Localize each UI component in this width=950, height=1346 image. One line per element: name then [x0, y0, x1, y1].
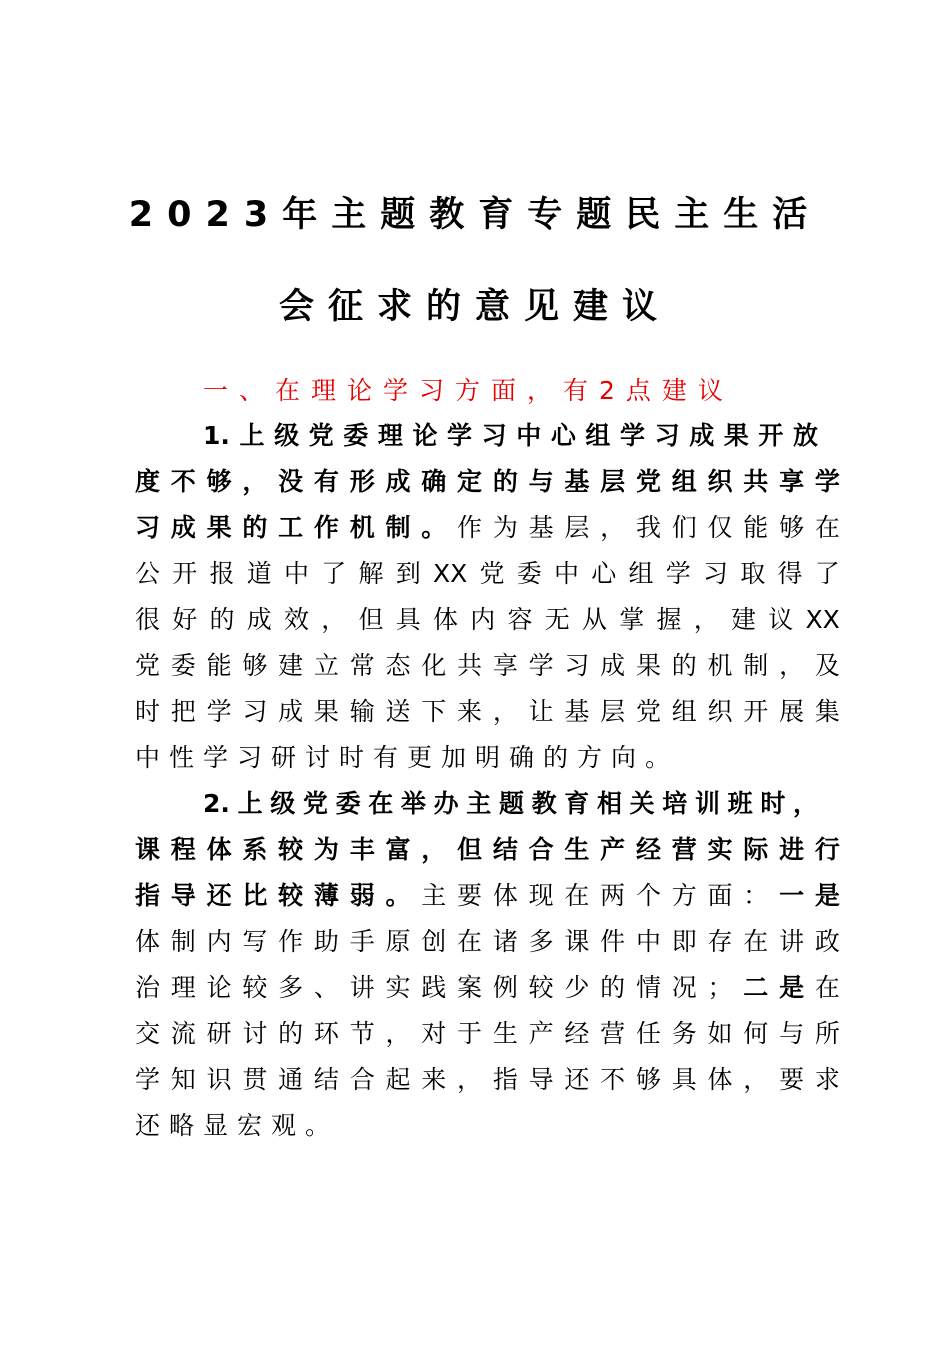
text: 面 [707, 881, 733, 910]
bold-text: 党 [635, 467, 661, 496]
bold-text: 丰 [349, 835, 375, 864]
bold-text: 时 [760, 789, 786, 818]
text: 少 [564, 973, 590, 1002]
bold-text: 是 [814, 881, 840, 910]
text: 手 [349, 927, 375, 956]
text: 从 [582, 605, 608, 634]
text: 节 [349, 1019, 375, 1048]
text: 还 [564, 1065, 590, 1094]
text: 现 [528, 881, 554, 910]
text: 下 [421, 697, 447, 726]
bold-text: 培 [662, 789, 688, 818]
bold-text: 。 [385, 881, 411, 910]
text: 制 [170, 927, 196, 956]
text: 果 [313, 697, 339, 726]
text: 践 [421, 973, 447, 1002]
text: 成 [246, 605, 272, 634]
bold-text: 委 [335, 789, 361, 818]
bold-text: 不 [170, 467, 196, 496]
text: 享 [492, 651, 518, 680]
bold-text: 习 [481, 421, 507, 450]
text: 常 [349, 651, 375, 680]
bold-text: 成 [689, 421, 715, 450]
bold-text: 导 [170, 881, 196, 910]
bold-text: 关 [629, 789, 655, 818]
text: 在 [564, 881, 590, 910]
bold-text: 上 [239, 421, 265, 450]
text: 中性学习研讨时有更加明确的方向。 [135, 743, 680, 772]
bold-text: 作 [313, 513, 339, 542]
text: 内 [206, 927, 232, 956]
text: ， [321, 605, 347, 634]
text: 方 [671, 881, 697, 910]
text: 建 [278, 651, 304, 680]
bold-text: ， [792, 789, 818, 818]
text: 结 [313, 1065, 339, 1094]
bold-text: 党 [302, 789, 328, 818]
text: 的 [671, 651, 697, 680]
bold-text: 主 [466, 789, 492, 818]
bold-text: 比 [242, 881, 268, 910]
body-line [135, 694, 840, 730]
bold-text: 生 [564, 835, 590, 864]
text: 集 [814, 697, 840, 726]
document-title-line-2: 会征求的意见建议 [278, 287, 671, 327]
text: 习 [242, 697, 268, 726]
text: 讲 [349, 973, 375, 1002]
bold-text: 但 [457, 835, 483, 864]
text: 存 [707, 927, 733, 956]
text: 体 [707, 1065, 733, 1094]
text: 治 [135, 973, 161, 1002]
body-line [135, 556, 840, 592]
text: 助 [313, 927, 339, 956]
bold-text: 确 [421, 467, 447, 496]
text: 们 [671, 513, 697, 542]
bold-text: 题 [498, 789, 524, 818]
bold-text: 形 [349, 467, 375, 496]
text: 党 [479, 559, 505, 588]
bold-text: 系 [242, 835, 268, 864]
text: 够 [779, 513, 805, 542]
text: 心 [591, 559, 617, 588]
bold-text: 营 [671, 835, 697, 864]
text: 层 [564, 513, 590, 542]
text: 很 [135, 605, 161, 634]
text: 得 [777, 559, 803, 588]
bold-text: 与 [528, 467, 554, 496]
bold-text: 际 [743, 835, 769, 864]
text: 但 [358, 605, 384, 634]
text: 在 [457, 927, 483, 956]
text: 让 [528, 697, 554, 726]
body-line [135, 1016, 840, 1052]
text: 成 [278, 697, 304, 726]
bold-text: 够 [206, 467, 232, 496]
bold-text: 开 [758, 421, 784, 450]
bold-text: 成 [170, 513, 196, 542]
bold-text: 相 [596, 789, 622, 818]
text: 仅 [707, 513, 733, 542]
bold-text: 班 [727, 789, 753, 818]
text: 任 [635, 1019, 661, 1048]
text: 建 [731, 605, 757, 634]
bold-text: 的 [492, 467, 518, 496]
text: XX [433, 559, 468, 588]
text: ： [743, 881, 769, 910]
bold-text: 层 [600, 467, 626, 496]
bold-text: 进 [779, 835, 805, 864]
text: 立 [313, 651, 339, 680]
bold-text: 训 [694, 789, 720, 818]
text: 理 [170, 973, 196, 1002]
bold-text: 有 [313, 467, 339, 496]
text: 中 [635, 927, 661, 956]
bold-text: 级 [270, 789, 296, 818]
text: 织 [707, 697, 733, 726]
text: XX [805, 605, 840, 634]
text: 体 [492, 881, 518, 910]
bold-text: 理 [377, 421, 403, 450]
text: 在 [814, 973, 840, 1002]
body-line [135, 832, 840, 868]
text: 件 [600, 927, 626, 956]
text: 的 [209, 605, 235, 634]
text: 讲 [779, 927, 805, 956]
text: 层 [600, 697, 626, 726]
text: 组 [671, 697, 697, 726]
text: ， [743, 1065, 769, 1094]
bold-text: ， [242, 467, 268, 496]
bold-text: 育 [564, 789, 590, 818]
bold-text: 组 [671, 467, 697, 496]
text: 开 [172, 559, 198, 588]
bold-text: 还 [206, 881, 232, 910]
text: 到 [395, 559, 421, 588]
text: 来 [421, 1065, 447, 1094]
text: 习 [703, 559, 729, 588]
body-line [135, 648, 840, 684]
text: 起 [385, 1065, 411, 1094]
text: 容 [507, 605, 533, 634]
text: 要 [779, 1065, 805, 1094]
text: 生 [492, 1019, 518, 1048]
text: 情 [635, 973, 661, 1002]
bold-text: 课 [135, 835, 161, 864]
text: 于 [457, 1019, 483, 1048]
text: 学 [665, 559, 691, 588]
text: 求 [814, 1065, 840, 1094]
text: 道 [246, 559, 272, 588]
text: 议 [768, 605, 794, 634]
text: 况 [671, 973, 697, 1002]
text: 为 [492, 513, 518, 542]
bold-text: 学 [620, 421, 646, 450]
text: 通 [278, 1065, 304, 1094]
body-line [135, 924, 840, 960]
bold-text: 共 [743, 467, 769, 496]
text: 产 [528, 1019, 554, 1048]
text: 诸 [492, 927, 518, 956]
text: 何 [743, 1019, 769, 1048]
text: 掌 [619, 605, 645, 634]
text: 把 [170, 697, 196, 726]
bold-text: 1. [203, 421, 230, 450]
document-title-line-1: 2023年主题教育专题民主生活 [128, 195, 822, 235]
bold-text: 经 [635, 835, 661, 864]
text: 无 [544, 605, 570, 634]
bold-text: 2. [203, 789, 230, 818]
body-line [135, 602, 840, 638]
bold-text: 习 [654, 421, 680, 450]
text: 取 [740, 559, 766, 588]
text: 创 [421, 927, 447, 956]
bold-text: 一 [779, 881, 805, 910]
text: 经 [564, 1019, 590, 1048]
text: 公 [135, 559, 161, 588]
text: 在 [743, 927, 769, 956]
bold-text: 。 [421, 513, 447, 542]
text: 解 [358, 559, 384, 588]
text: 的 [278, 1019, 304, 1048]
bold-text: 结 [492, 835, 518, 864]
text: 实 [385, 973, 411, 1002]
text: 识 [206, 1065, 232, 1094]
bold-text: 织 [707, 467, 733, 496]
text: 机 [707, 651, 733, 680]
text: 如 [707, 1019, 733, 1048]
text: 态 [385, 651, 411, 680]
bold-text: 在 [368, 789, 394, 818]
bold-text: 果 [723, 421, 749, 450]
text: 例 [492, 973, 518, 1002]
body-line [135, 970, 840, 1006]
bold-text: 程 [170, 835, 196, 864]
bold-text: 中 [516, 421, 542, 450]
bold-text: 较 [278, 835, 304, 864]
text: ， [779, 651, 805, 680]
bold-text: 定 [457, 467, 483, 496]
body-line [135, 510, 840, 546]
text: 政 [814, 927, 840, 956]
bold-text: 是 [779, 973, 805, 1002]
text: 组 [628, 559, 654, 588]
bold-text: 产 [600, 835, 626, 864]
text: 写 [242, 927, 268, 956]
text: 较 [528, 973, 554, 1002]
bold-text: 教 [531, 789, 557, 818]
bold-text: 举 [400, 789, 426, 818]
text: 我 [635, 513, 661, 542]
text: 学 [135, 1065, 161, 1094]
text: 要 [457, 881, 483, 910]
text: 基 [564, 697, 590, 726]
section-heading: 一、在理论学习方面，有2点建议 [203, 376, 734, 405]
bold-text: 为 [313, 835, 339, 864]
text: ， [693, 605, 719, 634]
text: 流 [170, 1019, 196, 1048]
text: 好 [172, 605, 198, 634]
text: 合 [349, 1065, 375, 1094]
text: 务 [671, 1019, 697, 1048]
bold-text: 组 [585, 421, 611, 450]
bold-text: 果 [206, 513, 232, 542]
text: 党 [135, 651, 161, 680]
text: 委 [170, 651, 196, 680]
bold-text: 基 [564, 467, 590, 496]
text: 多 [528, 927, 554, 956]
bold-text: 实 [707, 835, 733, 864]
text: 具 [671, 1065, 697, 1094]
text: 中 [554, 559, 580, 588]
text: 交 [135, 1019, 161, 1048]
text: 中 [284, 559, 310, 588]
text: 握 [656, 605, 682, 634]
body-line [135, 1062, 840, 1098]
bold-text: 委 [343, 421, 369, 450]
bold-text: 学 [814, 467, 840, 496]
text: 能 [206, 651, 232, 680]
text: 原 [385, 927, 411, 956]
text: ， [600, 513, 626, 542]
bold-text: 心 [550, 421, 576, 450]
body-line [135, 878, 840, 914]
text: 开 [743, 697, 769, 726]
text: ， [492, 697, 518, 726]
text: 论 [206, 973, 232, 1002]
text: 习 [564, 651, 590, 680]
text: 、 [313, 973, 339, 1002]
text: 环 [313, 1019, 339, 1048]
text: 贯 [242, 1065, 268, 1094]
text: 营 [600, 1019, 626, 1048]
text: 两 [600, 881, 626, 910]
text: 及 [814, 651, 840, 680]
text: 化 [421, 651, 447, 680]
text: 够 [635, 1065, 661, 1094]
text: 制 [743, 651, 769, 680]
text: 成 [600, 651, 626, 680]
text: 个 [635, 881, 661, 910]
text: 讨 [242, 1019, 268, 1048]
text: 即 [671, 927, 697, 956]
text: 够 [242, 651, 268, 680]
text: 课 [564, 927, 590, 956]
body-line [203, 418, 818, 454]
text: 输 [349, 697, 375, 726]
text: 与 [779, 1019, 805, 1048]
bold-text: 度 [135, 467, 161, 496]
text: 不 [600, 1065, 626, 1094]
text: 果 [635, 651, 661, 680]
bold-text: 二 [743, 973, 769, 1002]
text: 送 [385, 697, 411, 726]
text: 委 [516, 559, 542, 588]
bold-text: 体 [206, 835, 232, 864]
text: 案 [457, 973, 483, 1002]
bold-text: ， [421, 835, 447, 864]
bold-text: 级 [274, 421, 300, 450]
text: 的 [600, 973, 626, 1002]
text: 了 [321, 559, 347, 588]
bold-text: 放 [792, 421, 818, 450]
bold-text: 较 [278, 881, 304, 910]
text: 对 [421, 1019, 447, 1048]
text: 知 [170, 1065, 196, 1094]
text: 主 [421, 881, 447, 910]
bold-text: 没 [278, 467, 304, 496]
bold-text: 成 [385, 467, 411, 496]
bold-text: 党 [308, 421, 334, 450]
bold-text: 学 [447, 421, 473, 450]
bold-text: 办 [433, 789, 459, 818]
bold-text: 机 [349, 513, 375, 542]
text: 能 [743, 513, 769, 542]
text: 来 [457, 697, 483, 726]
text: ， [457, 1065, 483, 1094]
text: 作 [278, 927, 304, 956]
text: 体 [433, 605, 459, 634]
text: 研 [206, 1019, 232, 1048]
text: 学 [206, 697, 232, 726]
text: 学 [528, 651, 554, 680]
bold-text: 指 [135, 881, 161, 910]
text: 还略显宏观。 [135, 1111, 340, 1140]
text: 指 [492, 1065, 518, 1094]
bold-text: 制 [385, 513, 411, 542]
text: 效 [284, 605, 310, 634]
body-line [135, 1108, 840, 1144]
body-line [135, 464, 840, 500]
text: 较 [242, 973, 268, 1002]
text: 报 [209, 559, 235, 588]
text: 体 [135, 927, 161, 956]
text: 了 [814, 559, 840, 588]
text: 导 [528, 1065, 554, 1094]
bold-text: 富 [385, 835, 411, 864]
text: 党 [635, 697, 661, 726]
body-line [135, 740, 840, 776]
text: 作 [457, 513, 483, 542]
text: ； [707, 973, 733, 1002]
bold-text: 行 [814, 835, 840, 864]
text: 基 [528, 513, 554, 542]
bold-text: 的 [242, 513, 268, 542]
text: 所 [814, 1019, 840, 1048]
text: ， [385, 1019, 411, 1048]
text: 内 [470, 605, 496, 634]
bold-text: 论 [412, 421, 438, 450]
body-line [203, 786, 818, 822]
text: 展 [779, 697, 805, 726]
text: 多 [278, 973, 304, 1002]
bold-text: 薄 [313, 881, 339, 910]
bold-text: 上 [237, 789, 263, 818]
bold-text: 弱 [349, 881, 375, 910]
bold-text: 习 [135, 513, 161, 542]
text: 具 [395, 605, 421, 634]
bold-text: 工 [278, 513, 304, 542]
text: 在 [814, 513, 840, 542]
bold-text: 合 [528, 835, 554, 864]
bold-text: 享 [779, 467, 805, 496]
text: 共 [457, 651, 483, 680]
text: 时 [135, 697, 161, 726]
